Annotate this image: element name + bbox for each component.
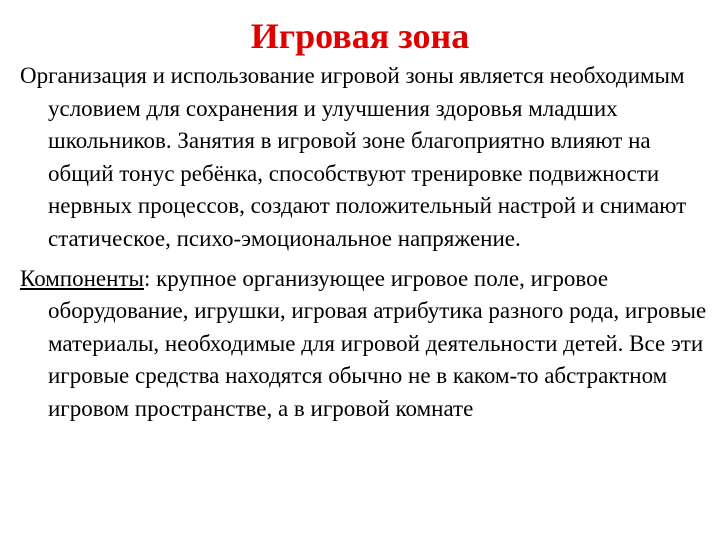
- components-term: Компоненты: [20, 265, 144, 291]
- slide-title: Игровая зона: [250, 16, 470, 56]
- paragraph-game-zone-purpose: Организация и использование игровой зоны является необходимым условием для сохранения и улучшения здоровья младших школьников. Занятия в игровой зоне благоприятно влияют на общий тонус ребёнка, способствуют тренировке подвижности нервных процессов, создают положительный настрой и снимают статическое, психо-эмоциональное напряжение.: [20, 63, 687, 251]
- paragraph-components: [20, 263, 710, 426]
- slide-body: [20, 60, 710, 426]
- components-text: : крупное организующее игровое поле, игровое оборудование, игрушки, игровая атрибутика разного рода, игровые материалы, необходимые для игровой деятельности детей. Все эти игровые средства находятся обычно не в каком-то абстрактном игровом пространстве, а в игровой комнате: [48, 265, 707, 421]
